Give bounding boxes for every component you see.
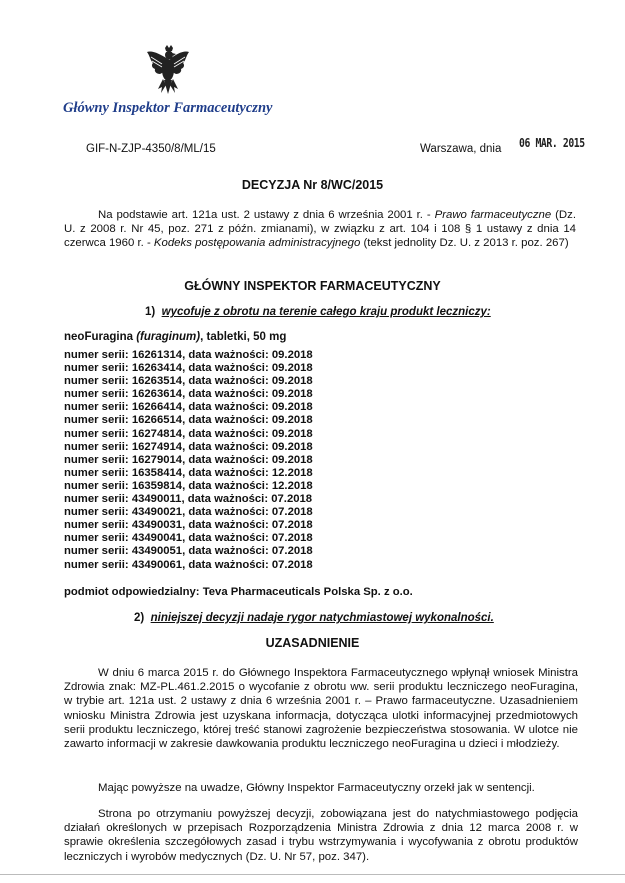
expiry-date: 09.2018 [271, 440, 313, 453]
series-number: 43490021 [131, 506, 183, 519]
series-list [64, 349, 313, 572]
series-row: numer serii: 43490021, data ważności: 07.2018 [64, 506, 313, 519]
series-number: 16263514 [131, 375, 183, 388]
series-label: numer serii: [64, 388, 129, 401]
series-label: numer serii: [64, 545, 129, 558]
series-row: numer serii: 16263414, data ważności: 09.2018 [64, 362, 313, 375]
series-row: numer serii: 43490051, data ważności: 07.2018 [64, 545, 313, 558]
point-1-text: wycofuje z obrotu na terenie całego kraju produkt leczniczy: [161, 306, 491, 318]
decision-title: DECYZJA Nr 8/WC/2015 [241, 178, 384, 192]
point-1-number: 1) [145, 306, 156, 318]
expiry-date: 09.2018 [271, 375, 313, 388]
expiry-label: data ważności: [187, 493, 269, 506]
expiry-date: 09.2018 [271, 349, 313, 361]
series-number: 43490031 [131, 519, 183, 532]
justification-paragraph-2: Mając powyższe na uwadze, Główny Inspektor Farmaceutyczny orzekł jak w sentencji. [98, 782, 535, 794]
expiry-date: 07.2018 [271, 506, 313, 519]
expiry-label: data ważności: [188, 506, 269, 519]
basis-act-kpa: Kodeks postępowania administracyjnego [153, 237, 361, 250]
series-row: numer serii: 16266514, data ważności: 09.2018 [64, 414, 313, 427]
series-number: 43490051 [131, 545, 183, 558]
series-row: numer serii: 16266414, data ważności: 09.2018 [64, 401, 313, 414]
series-number: 16359814 [131, 479, 183, 492]
expiry-date: 09.2018 [271, 388, 313, 401]
series-label: numer serii: [64, 375, 129, 388]
expiry-label: data ważności: [188, 519, 269, 532]
series-number: 16266414 [131, 401, 183, 414]
scan-edge-divider [0, 874, 625, 875]
series-row: numer serii: 16359814, data ważności: 12.2018 [64, 479, 313, 492]
series-row: numer serii: 16358414, data ważności: 12.2018 [64, 466, 313, 479]
expiry-date: 09.2018 [271, 453, 313, 466]
series-label: numer serii: [64, 466, 129, 479]
series-row: numer serii: 43490061, data ważności: 07.2018 [64, 558, 313, 571]
expiry-date: 07.2018 [271, 545, 313, 558]
series-row: numer serii: 16263514, data ważności: 09.2018 [64, 375, 313, 388]
series-label: numer serii: [64, 519, 129, 532]
expiry-label: data ważności: [188, 375, 269, 388]
expiry-date: 07.2018 [271, 558, 313, 571]
series-label: numer serii: [64, 440, 129, 453]
reference-number: GIF-N-ZJP-4350/8/ML/15 [86, 143, 216, 155]
place-label: Warszawa, dnia [420, 143, 502, 155]
office-name: Główny Inspektor Farmaceutyczny [63, 100, 273, 116]
responsible-entity: podmiot odpowiedzialny: Teva Pharmaceuticals Polska Sp. z o.o. [64, 586, 413, 598]
series-number: 16274814 [131, 427, 183, 440]
series-label: numer serii: [64, 362, 129, 375]
basis-act-pharma: Prawo farmaceutyczne [434, 209, 552, 221]
expiry-date: 12.2018 [271, 479, 313, 492]
series-label: numer serii: [64, 427, 129, 440]
series-row: numer serii: 43490011, data ważności: 07.2018 [64, 493, 313, 506]
series-label: numer serii: [64, 558, 129, 571]
series-row: numer serii: 43490041, data ważności: 07.2018 [64, 532, 313, 545]
ruling-point-2 [134, 612, 494, 624]
series-label: numer serii: [64, 453, 129, 466]
series-row: numer serii: 16274814, data ważności: 09.2018 [64, 427, 313, 440]
series-number: 16358414 [131, 466, 183, 479]
expiry-label: data ważności: [188, 532, 269, 545]
expiry-label: data ważności: [188, 453, 269, 466]
expiry-date: 09.2018 [271, 401, 313, 414]
series-row: numer serii: 16274914, data ważności: 09.2018 [64, 440, 313, 453]
series-number: 16274914 [131, 440, 183, 453]
expiry-label: data ważności: [188, 479, 269, 492]
ruling-point-1 [145, 306, 491, 318]
basis-text-post: (tekst jednolity Dz. U. z 2013 r. poz. 267) [360, 237, 569, 250]
series-row: numer serii: 16279014, data ważności: 09.2018 [64, 453, 313, 466]
expiry-label: data ważności: [188, 466, 269, 479]
series-label: numer serii: [64, 414, 129, 427]
series-label: numer serii: [64, 401, 129, 414]
product-name: neoFuragina [64, 331, 137, 343]
series-number: 16279014 [131, 453, 183, 466]
series-row: numer serii: 16261314, data ważności: 09.2018 [64, 349, 313, 361]
series-label: numer serii: [64, 349, 129, 361]
series-label: numer serii: [64, 532, 129, 545]
series-number: 43490061 [131, 558, 183, 571]
product-inn: (furaginum) [136, 331, 201, 343]
polish-eagle-emblem-icon [146, 44, 190, 96]
expiry-date: 09.2018 [271, 427, 313, 440]
point-2-text: niniejszej decyzji nadaje rygor natychmiastowej wykonalności. [150, 612, 494, 624]
expiry-label: data ważności: [188, 414, 269, 427]
expiry-date: 07.2018 [271, 519, 313, 532]
expiry-label: data ważności: [188, 349, 269, 361]
series-number: 43490041 [131, 532, 183, 545]
expiry-label: data ważności: [188, 427, 269, 440]
expiry-date: 09.2018 [271, 414, 313, 427]
expiry-label: data ważności: [188, 401, 269, 414]
expiry-label: data ważności: [188, 362, 269, 375]
legal-basis-paragraph [64, 208, 576, 251]
product-form: , tabletki, 50 mg [200, 331, 287, 343]
expiry-label: data ważności: [188, 440, 269, 453]
series-number: 16263614 [131, 388, 183, 401]
expiry-date: 07.2018 [271, 532, 313, 545]
justification-paragraph-3: Strona po otrzymaniu powyższej decyzji, zobowiązana jest do natychmiastowego podjęcia działań określonych w przepisach Rozporządzenia Ministra Zdrowia z dnia 12 marca 2008 r. w sprawie określenia szczegółowych zasad i trybu wstrzymywania i wycofywania z obrotu produktów leczniczych i wyrobów medycznych (Dz. U. Nr 57, poz. 347). [64, 808, 578, 863]
expiry-label: data ważności: [188, 545, 269, 558]
series-row: numer serii: 43490031, data ważności: 07.2018 [64, 519, 313, 532]
point-2-number: 2) [134, 612, 145, 624]
basis-text-mid: (Dz. U. z 2008 r. Nr 45, poz. 271 z późn. zmianami), w związku z art. 104 i 108 § 1 ustawy z dnia 14 czerwca 1960 r. - [64, 209, 576, 250]
series-number: 16261314 [131, 349, 183, 361]
series-number: 16266514 [131, 414, 183, 427]
expiry-label: data ważności: [188, 558, 269, 571]
product-line [64, 331, 286, 343]
date-stamp: 06 MAR. 2015 [519, 135, 585, 150]
expiry-date: 12.2018 [271, 466, 313, 479]
justification-paragraph-1: W dniu 6 marca 2015 r. do Głównego Inspektora Farmaceutycznego wpłynął wniosek Ministra Zdrowia znak: MZ-PL.461.2.2015 o wycofanie z obrotu ww. serii produktu leczniczego neoFuragina, w trybie art. 121a ust. 2 ustawy z dnia 6 września 2001 r. – Prawo farmaceutyczne. Uzasadnieniem wniosku Ministra Zdrowia jest uzyskana informacja, dotycząca ulotki informacyjnej przedmiotowych serii produktu leczniczego, której treść stanowi zagrożenie bezpieczeństwa stosowania. W ulotce nie zawarto informacji w zakresie dawkowania produktu leczniczego neoFuragina u dzieci i młodzieży. [64, 667, 578, 751]
basis-text-pre: Na podstawie art. 121a ust. 2 ustawy z dnia 6 września 2001 r. - [98, 209, 435, 221]
authority-heading: GŁÓWNY INSPEKTOR FARMACEUTYCZNY [184, 279, 441, 293]
series-label: numer serii: [64, 506, 129, 519]
series-row: numer serii: 16263614, data ważności: 09.2018 [64, 388, 313, 401]
series-number: 43490011 [131, 493, 182, 506]
series-number: 16263414 [131, 362, 183, 375]
expiry-label: data ważności: [188, 388, 269, 401]
expiry-date: 07.2018 [271, 493, 313, 506]
series-label: numer serii: [64, 479, 129, 492]
justification-heading: UZASADNIENIE [265, 636, 360, 650]
series-label: numer serii: [64, 493, 129, 506]
expiry-date: 09.2018 [271, 362, 313, 375]
